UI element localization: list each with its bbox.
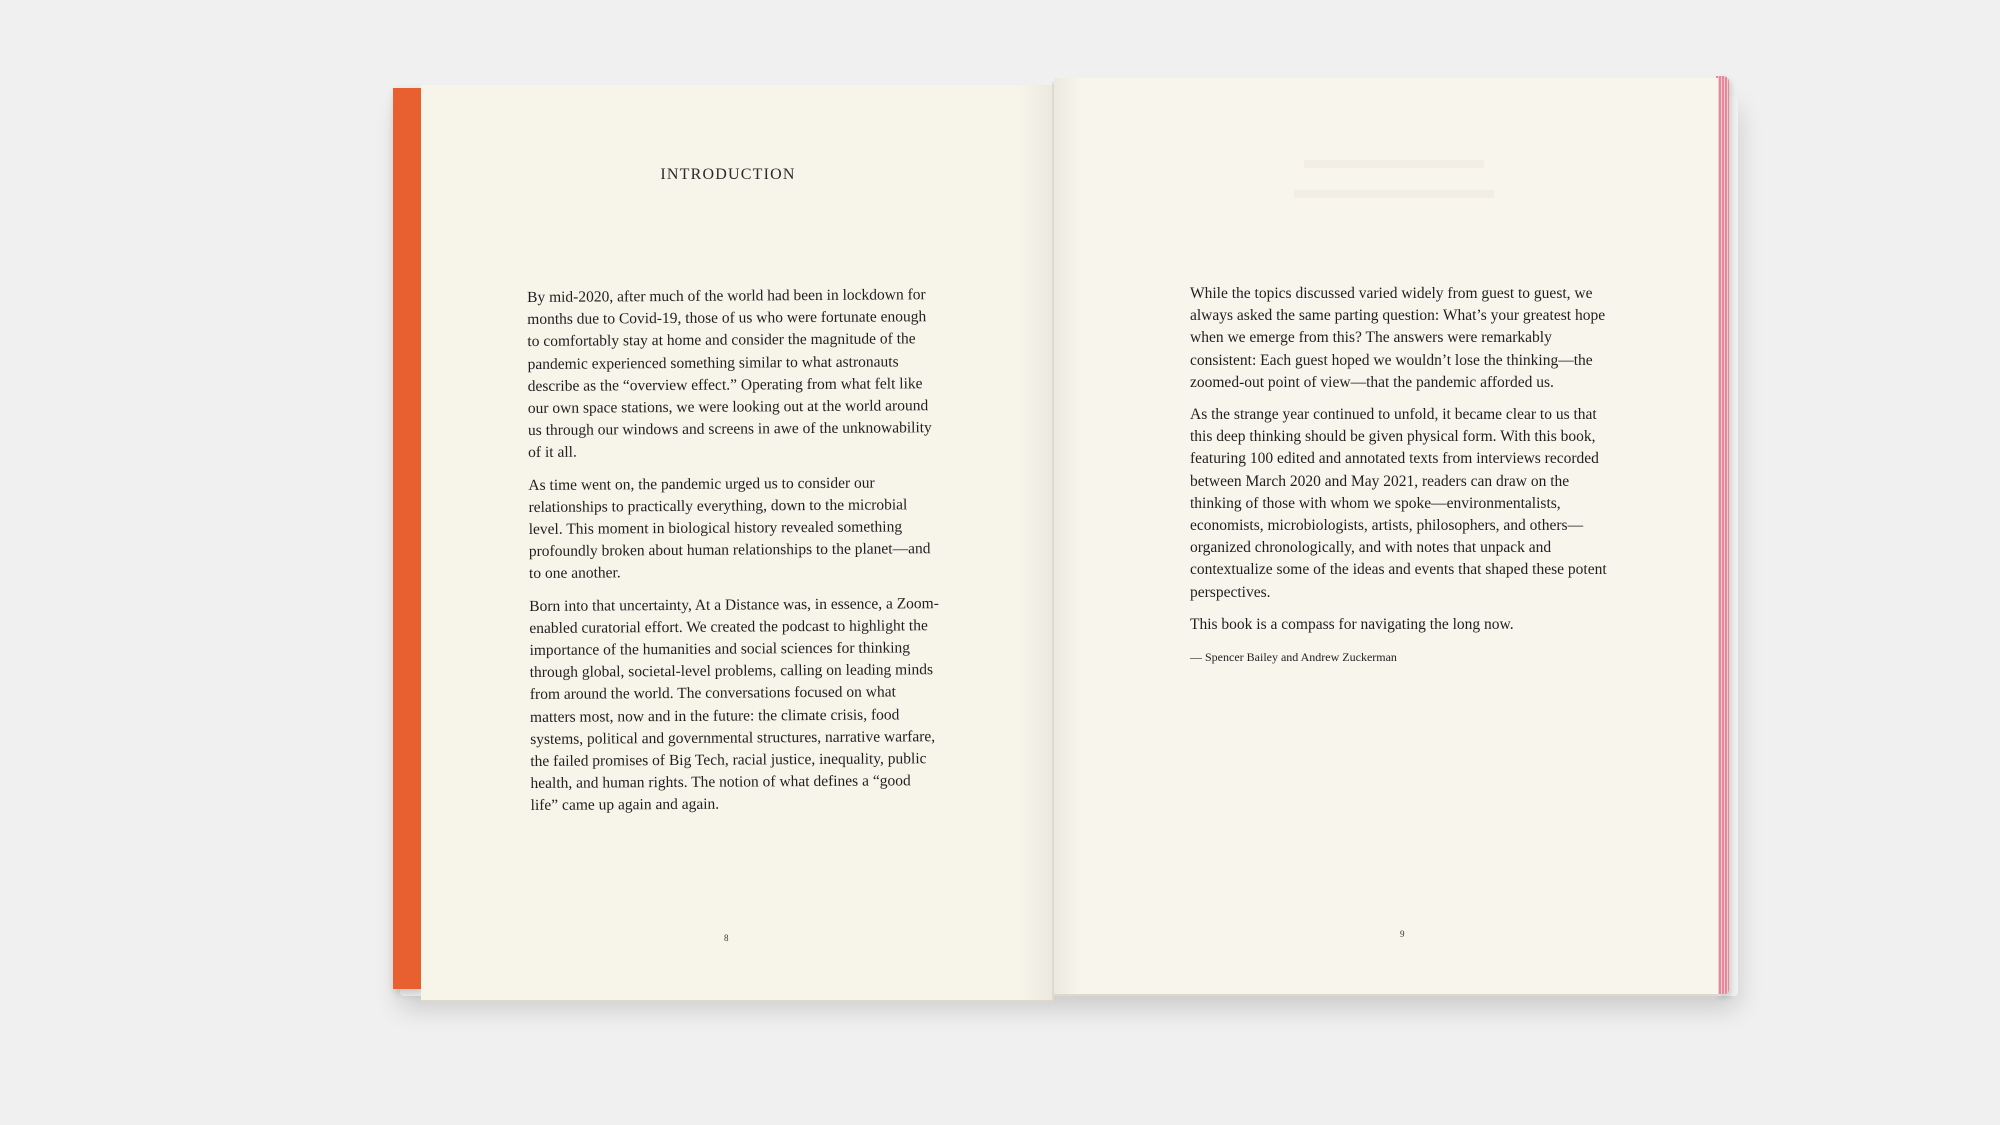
- paragraph: By mid-2020, after much of the world had been in lockdown for months due to Covid-19, those of us who were fortunate enough to comfortably stay at home and consider the magnitude of the pandemic experienced something similar to what astronauts describe as the “overview effect.” Operating from what felt like our own space stations, we were looking out at the world around us through our windows and screens in awe of the unknowability of it all.: [527, 286, 932, 462]
- paragraph: Born into that uncertainty, At a Distance was, in essence, a Zoom-enabled curatorial effort. We created the podcast to highlight the importance of the humanities and social sciences for thinking through global, societal-level problems, calling on leading minds from around the world. The conversations focused on what matters most, now and in the future: the climate crisis, food systems, political and governmental structures, narrative warfare, the failed promises of Big Tech, racial justice, inequality, public health, and human rights. The notion of what defines a “good life” came up again and again.: [529, 594, 939, 815]
- paragraph: While the topics discussed varied widely from guest to guest, we always asked the same parting question: What’s your greatest hope when we emerge from this? The answers were remarkably consistent: Each guest hoped we wouldn’t lose the thinking—the zoomed-out point of view—that the pandemic afforded us.: [1190, 285, 1606, 391]
- running-head: INTRODUCTION: [660, 166, 796, 183]
- right-page-text: [1190, 283, 1610, 668]
- book-spine: [1052, 82, 1054, 1000]
- orange-cover-edge: [393, 88, 423, 989]
- author-signature: — Spencer Bailey and Andrew Zuckerman: [1190, 650, 1397, 665]
- page-number-left: 8: [724, 933, 729, 943]
- paragraph: As the strange year continued to unfold, it became clear to us that this deep thinking should be given physical form. With this book, featuring 100 edited and annotated texts from interviews recorded between March 2020 and May 2021, readers can draw on the thinking of those with whom we spoke—environmentalists, economists, microbiologists, artists, philosophers, and others—organized chronologically, and with notes that unpack and contextualize some of the ideas and events that shaped these potent perspectives.: [1190, 406, 1607, 601]
- paragraph: As time went on, the pandemic urged us to consider our relationships to practically everything, down to the microbial level. This moment in biological history revealed something profoundly broken about human relationships to the planet—and to one another.: [528, 474, 931, 583]
- page-number-right: 9: [1400, 929, 1405, 939]
- left-page-text: [527, 284, 941, 828]
- paragraph: This book is a compass for navigating the long now.: [1190, 615, 1514, 633]
